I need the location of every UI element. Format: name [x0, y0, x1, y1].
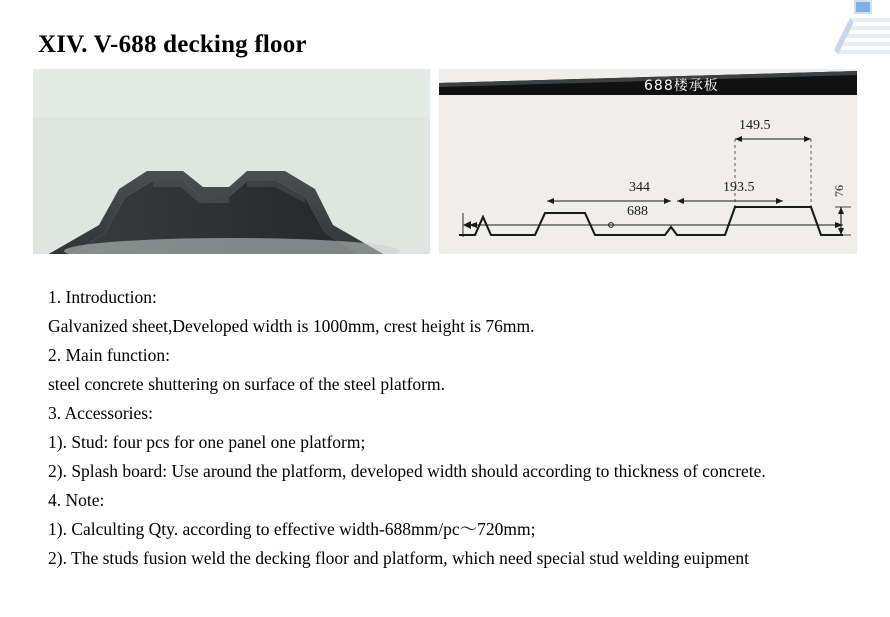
content-line: steel concrete shuttering on surface of the steel platform.	[48, 374, 445, 394]
content-line: 4. Note:	[48, 490, 105, 510]
page-title: XIV. V-688 decking floor	[38, 30, 307, 58]
content-line: 1). Stud: four pcs for one panel one platform;	[48, 432, 366, 452]
dim-height-text: 76	[832, 185, 846, 197]
dim-flange-text: 344	[629, 180, 650, 195]
content-line: Galvanized sheet,Developed width is 1000mm, crest height is 76mm.	[48, 316, 535, 336]
profile-dimension-diagram	[439, 95, 857, 254]
drawing-banner-label: 688楼承板	[644, 78, 719, 94]
figure-row	[33, 69, 857, 254]
dim-top-width-text: 149.5	[739, 118, 771, 133]
content-line: 1). Calculting Qty. according to effective width-688mm/pc～720mm;	[48, 519, 536, 539]
content-line: 3. Accessories:	[48, 403, 153, 423]
decking-profile-illustration	[33, 69, 430, 254]
dim-effective-width-text: 688	[627, 204, 648, 219]
decking-floor-photo	[33, 69, 430, 254]
decking-floor-dimension-drawing	[439, 69, 857, 254]
dim-pitch-text: 193.5	[723, 180, 755, 195]
content-line: 1. Introduction:	[48, 287, 157, 307]
corner-decoration	[820, 0, 890, 62]
content-text-block	[48, 283, 858, 573]
content-line: 2). The studs fusion weld the decking floor and platform, which need special stud welding euipment	[48, 548, 749, 568]
content-line: 2). Splash board: Use around the platform, developed width should according to thickness of concrete.	[48, 461, 766, 481]
content-line: 2. Main function:	[48, 345, 170, 365]
